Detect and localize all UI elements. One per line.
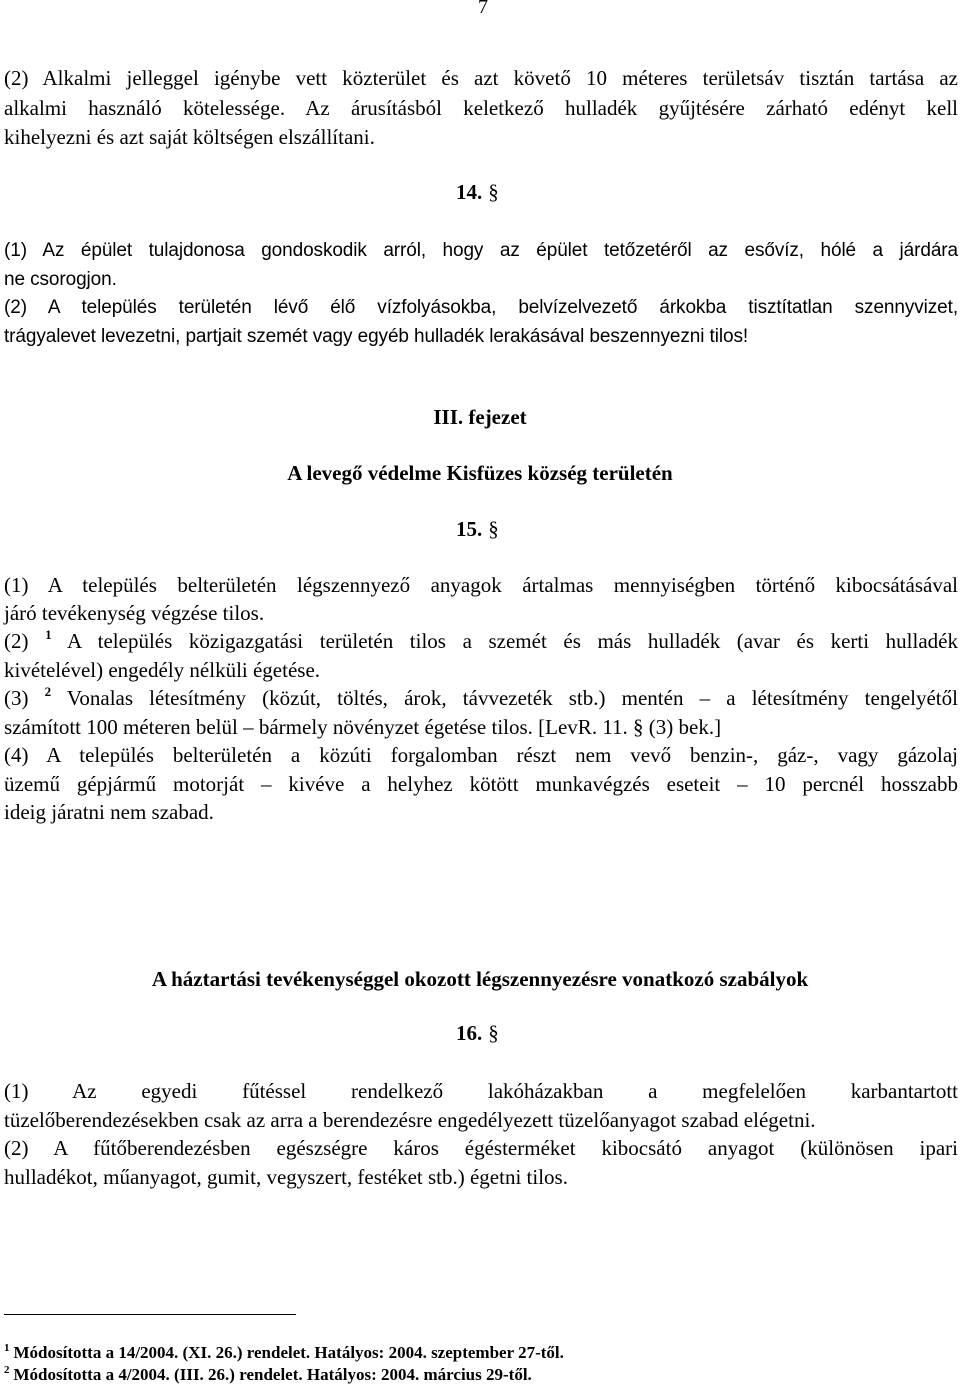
s15-p2-line1: [4, 627, 958, 658]
s15-p4-line1: (4) A település belterületén a közúti forgalomban részt nem vevő benzin-, gáz-, vagy gázolaj: [4, 743, 958, 767]
footnote-2: [4, 1365, 532, 1385]
s14-p1-line1: (1) Az épület tulajdonosa gondoskodik arról, hogy az épület tetőzetéről az esővíz, hólé a járdára: [4, 240, 958, 261]
footnote-divider: [4, 1314, 296, 1315]
section-15-number: 15.: [456, 517, 483, 541]
section-sign-icon: §: [488, 1021, 499, 1045]
section-16-heading: [456, 1021, 499, 1046]
section-15-heading: [456, 517, 499, 542]
section-14-number: 14.: [456, 180, 483, 204]
footnote-2-text: Módosította a 4/2004. (III. 26.) rendelet. Hatályos: 2004. március 29-től.: [13, 1365, 532, 1384]
s16-p1-line1: (1) Az egyedi fűtéssel rendelkező lakóházakban a megfelelően karbantartott: [4, 1079, 958, 1103]
section-sign-icon: §: [488, 517, 499, 541]
chapter-label: III. fejezet: [433, 405, 527, 429]
s15-p3-prefix: (3): [4, 686, 45, 710]
s15-p2-prefix: (2): [4, 629, 46, 653]
s13-p2-line3: kihelyezni és azt saját költségen elszállítani.: [4, 125, 375, 149]
section-16-number: 16.: [456, 1021, 483, 1045]
footnote-2-mark: 2: [4, 1364, 10, 1376]
s16-p1-line2: tüzelőberendezésekben csak az arra a berendezésre engedélyezett tüzelőanyagot szabad elégetni.: [4, 1108, 816, 1132]
footnote-1-mark: 1: [4, 1342, 10, 1354]
s15-p3-line1: [4, 684, 958, 715]
s15-p2-line2: kivételével) engedély nélküli égetése.: [4, 658, 321, 682]
s14-p1-line2: ne csorogjon.: [4, 269, 117, 290]
household-heading: A háztartási tevékenységgel okozott légszennyezésre vonatkozó szabályok: [151, 967, 809, 991]
chapter-title: A levegő védelme Kisfüzes község területén: [287, 461, 673, 485]
s15-p2-line1-text: A település közigazgatási területén tilos a szemét és más hulladék (avar és kerti hulladék: [51, 629, 958, 653]
s15-p1-line2: járó tevékenység végzése tilos.: [4, 601, 265, 625]
s15-p3-line1-text: Vonalas létesítmény (közút, töltés, árok, távvezeték stb.) mentén – a létesítmény tengelyétől: [51, 686, 958, 710]
s14-p2-line1: (2) A település területén lévő élő vízfolyásokba, belvízelvezető árkokba tisztítatlan szennyvizet,: [4, 297, 958, 318]
s16-p2-line2: hulladékot, műanyagot, gumit, vegyszert, festéket stb.) égetni tilos.: [4, 1165, 568, 1189]
s16-p2-line1: (2) A fűtőberendezésben egészségre káros égésterméket kibocsátó anyagot (különösen ipari: [4, 1136, 958, 1160]
section-sign-icon: §: [488, 180, 499, 204]
footnote-ref-1[interactable]: 1: [45, 627, 52, 642]
s13-p2-line1: (2) Alkalmi jelleggel igénybe vett közterület és azt követő 10 méteres területsáv tisztán tartása az: [4, 66, 958, 90]
s15-p4-line3: ideig járatni nem szabad.: [4, 800, 214, 824]
s15-p1-line1: (1) A település belterületén légszennyező anyagok ártalmas mennyiségben történő kibocsátásával: [4, 573, 958, 597]
footnote-ref-2[interactable]: 2: [44, 684, 52, 699]
s15-p4-line2: üzemű gépjármű motorját – kivéve a helyhez kötött munkavégzés eseteit – 10 percnél hosszabb: [4, 772, 958, 796]
s15-p3-line2: számított 100 méteren belül – bármely növényzet égetése tilos. [LevR. 11. § (3) bek.]: [4, 715, 722, 739]
s13-p2-line2: alkalmi használó kötelessége. Az árusításból keletkező hulladék gyűjtésére zárható edényt kell: [4, 96, 958, 120]
footnote-1: [4, 1343, 564, 1363]
section-14-heading: [456, 180, 499, 205]
page-number: 7: [478, 0, 488, 18]
s14-p2-line2: trágyalevet levezetni, partjait szemét vagy egyéb hulladék lerakásával beszennyezni tilos!: [4, 326, 749, 347]
footnote-1-text: Módosította a 14/2004. (XI. 26.) rendelet. Hatályos: 2004. szeptember 27-től.: [13, 1343, 564, 1362]
